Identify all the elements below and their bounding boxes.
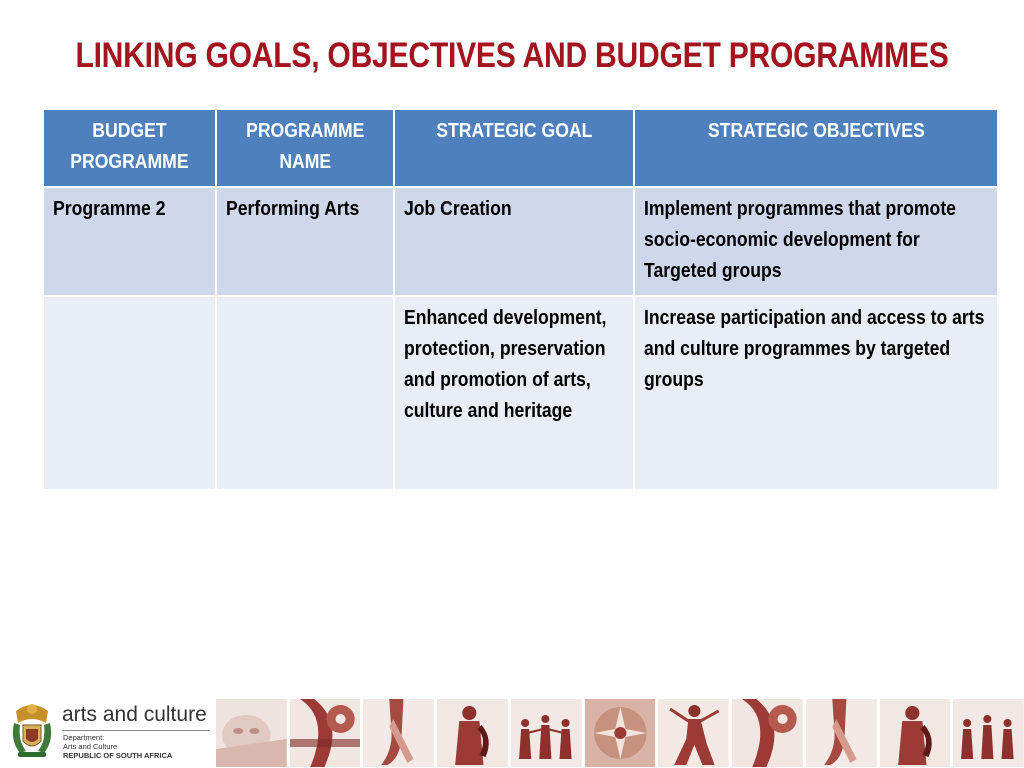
- header-strategic-goal: STRATEGIC GOAL: [394, 109, 634, 187]
- photo-strip: [216, 699, 1024, 767]
- cell-budget-programme: [43, 296, 216, 490]
- cell-programme-name: [216, 296, 394, 490]
- dancers-icon: [511, 699, 582, 767]
- ballet-shoe-icon: [806, 699, 877, 767]
- film-reel-icon: [732, 699, 803, 767]
- department-logo: [10, 699, 210, 765]
- brand-name: arts and culture: [62, 703, 207, 726]
- film-reel-icon: [290, 699, 361, 767]
- brand-divider: [62, 730, 210, 731]
- header-programme-name: PROGRAMME NAME: [216, 109, 394, 187]
- cell-strategic-goal: Enhanced development, protection, preservation and promotion of arts, culture and heritage: [394, 296, 634, 490]
- slide-title: LINKING GOALS, OBJECTIVES AND BUDGET PROGRAMMES: [75, 36, 949, 75]
- footer-banner: [0, 697, 1024, 768]
- beadwork-icon: [585, 699, 656, 767]
- saxophone-player-icon: [437, 699, 508, 767]
- cell-strategic-goal: Job Creation: [394, 187, 634, 296]
- cell-strategic-objective: Increase participation and access to arts and culture programmes by targeted groups: [634, 296, 998, 490]
- dancers-icon: [953, 699, 1024, 767]
- table-row: [43, 187, 998, 296]
- cell-programme-name: Performing Arts: [216, 187, 394, 296]
- header-budget-programme: BUDGET PROGRAMME: [43, 109, 216, 187]
- coat-of-arms-icon: [10, 701, 54, 759]
- department-text: Department: Arts and Culture REPUBLIC OF SOUTH AFRICA: [63, 733, 173, 760]
- ballet-shoe-icon: [363, 699, 434, 767]
- cell-strategic-objective: Implement programmes that promote socio-economic development for Targeted groups: [634, 187, 998, 296]
- dancer-icon: [658, 699, 729, 767]
- header-strategic-objectives: STRATEGIC OBJECTIVES: [634, 109, 998, 187]
- mask-icon: [216, 699, 287, 767]
- table-row: [43, 296, 998, 490]
- saxophone-player-icon: [880, 699, 951, 767]
- table-header-row: [43, 109, 998, 187]
- goals-table: [42, 108, 999, 491]
- cell-budget-programme: Programme 2: [43, 187, 216, 296]
